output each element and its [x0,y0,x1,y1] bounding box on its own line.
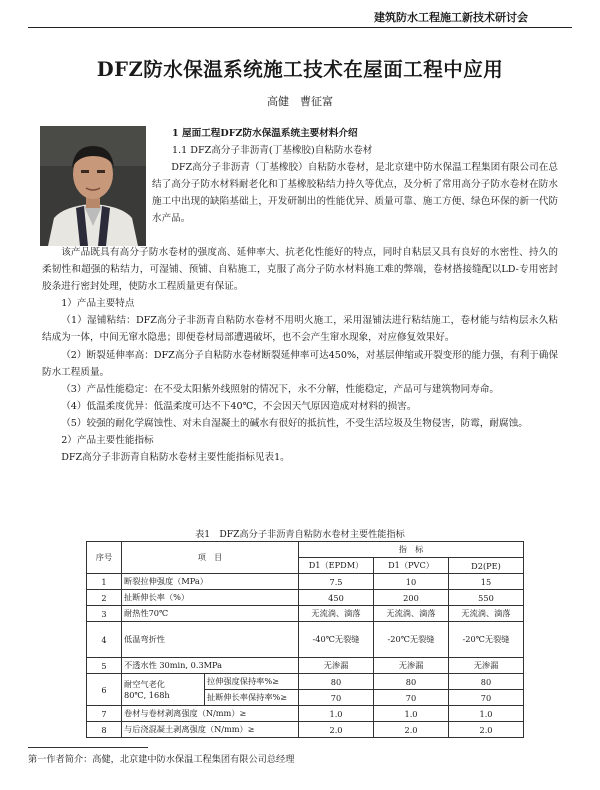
table-row [87,590,524,606]
table-row [87,706,524,722]
table-row [87,674,524,690]
cell-subitem: 拉伸强度保持率%≥ [205,674,299,690]
header-title: 建筑防水工程施工新技术研讨会 [374,11,528,24]
cell-value: 2.0 [374,722,449,738]
header-index: 指 标 [299,542,524,558]
cell-no: 7 [87,706,122,722]
table-row [87,658,524,674]
table-row [87,722,524,738]
cell-value: 70 [299,690,374,706]
cell-value: 1.0 [299,706,374,722]
cell-value: -20℃无裂缝 [449,622,524,658]
subsection-1-1-heading: 1.1 DFZ高分子非沥青(丁基橡胶)自粘防水卷材 [172,145,373,157]
cell-item: 卷材与卷材剥离强度（N/mm）≥ [122,706,299,722]
portrait-image [40,126,146,246]
feature-item: （5）较强的耐化学腐蚀性、对未自湿凝土的碱水有很好的抵抗性，不受生活垃圾及生物侵害，防霉，耐腐蚀。 [61,417,528,429]
cell-value: -20℃无裂缝 [374,622,449,658]
cell-value: 200 [374,590,449,606]
header-rule [28,27,572,28]
cell-item: 不透水性 30min, 0.3MPa [122,658,299,674]
cell-value: 2.0 [299,722,374,738]
cell-value: 7.5 [299,574,374,590]
cell-value: -40℃无裂缝 [299,622,374,658]
cell-value: 70 [449,690,524,706]
cell-value: 无渗漏 [299,658,374,674]
cell-value: 无流淌、滴落 [374,606,449,622]
cell-item: 断裂拉伸强度（MPa） [122,574,299,590]
cell-no: 1 [87,574,122,590]
cell-value: 2.0 [449,722,524,738]
feature-item: （3）产品性能稳定：在不受太阳紫外线照射的情况下，永不分解，性能稳定，产品可与建筑物同寿命。 [61,383,500,395]
article-title: DFZ防水保温系统施工技术在屋面工程中应用 [96,58,504,81]
body-text [42,244,558,466]
spec-table [86,541,524,738]
intro-paragraph-cont: 该产品既具有高分子防水卷材的强度高、延伸率大、抗老化性能好的特点，同时自粘层又具有良好的水密性、持久的柔韧性和超强的粘结力，可湿铺、预铺、自粘施工，克服了高分子防水材料施工难的弊端，卷材搭接缝配以LD-专用密封胶条进行密封处理，使防水工程质量更有保证。 [42,247,558,293]
cell-item-line: 耐空气老化 [124,679,165,689]
table-caption: 表1 DFZ高分子非沥青自粘防水卷材主要性能指标 [195,529,405,540]
cell-value: 550 [449,590,524,606]
cell-value: 无渗漏 [374,658,449,674]
header-no: 序号 [87,542,122,574]
cell-value: 1.0 [449,706,524,722]
cell-value: 15 [449,574,524,590]
cell-value: 无流淌、滴落 [299,606,374,622]
table-row [87,574,524,590]
cell-value: 80 [449,674,524,690]
cell-no: 2 [87,590,122,606]
authors: 高健 曹征富 [267,95,333,108]
table-row [87,622,524,658]
cell-no: 4 [87,622,122,658]
table-row [87,606,524,622]
cell-item: 扯断伸长率（%） [122,590,299,606]
indicators-intro: DFZ高分子非沥青自粘防水卷材主要性能指标见表1。 [61,452,290,464]
cell-no: 8 [87,722,122,738]
author-photo [40,126,146,246]
cell-value: 无流淌、滴落 [449,606,524,622]
section-1-heading: 1 屋面工程DFZ防水保温系统主要材料介绍 [172,128,358,139]
col-header: D1（EPDM） [299,558,374,574]
cell-value: 10 [374,574,449,590]
cell-value: 70 [374,690,449,706]
cell-item-line: 80℃, 168h [124,690,170,700]
cell-item [122,674,205,706]
cell-item: 与后浇混凝土剥离强度（N/mm）≥ [122,722,299,738]
cell-no: 3 [87,606,122,622]
cell-value: 无渗漏 [449,658,524,674]
section-1-intro-column [152,125,558,228]
cell-value: 80 [299,674,374,690]
feature-item: （1）湿铺粘结：DFZ高分子非沥青自粘防水卷材不用明火施工，采用湿铺法进行粘结施工，卷材能与结构层永久粘结成为一体，中间无窜水隐患；即便卷材局部遭遇破坏，也不会产生窜水现象，对应修复效果好。 [42,315,558,344]
cell-no: 5 [87,658,122,674]
cell-item: 低温弯折性 [122,622,299,658]
footnote-rule [28,747,148,748]
col-header: D1（PVC） [374,558,449,574]
cell-value: 450 [299,590,374,606]
cell-value: 1.0 [374,706,449,722]
running-header [0,0,600,30]
feature-item: （2）断裂延伸率高：DFZ高分子自粘防水卷材断裂延伸率可达450%，对基层伸缩或开裂变形的能力强，有利于确保防水工程质量。 [42,349,558,378]
author-footnote: 第一作者简介：高健，北京建中防水保温工程集团有限公司总经理 [28,754,295,765]
cell-no: 6 [87,674,122,706]
indicators-heading: 2）产品主要性能指标 [61,435,154,447]
cell-value: 80 [374,674,449,690]
cell-subitem: 扯断伸长率保持率%≥ [205,690,299,706]
cell-item: 耐热性70℃ [122,606,299,622]
intro-paragraph: DFZ高分子非沥青（丁基橡胶）自粘防水卷材，是北京建中防水保温工程集团有限公司在总结了高分子防水材料耐老化和丁基橡胶粘结力持久等优点，及分析了常用高分子防水卷材在防水施工中出现的缺陷基础上，开发研制出的性能优异、质量可靠、施工方便、绿色环保的新一代防水产品。 [152,162,558,225]
header-item: 项 目 [122,542,299,574]
table-header-row [87,542,524,558]
features-heading: 1）产品主要特点 [61,298,135,310]
feature-item: （4）低温柔度优异：低温柔度可达不下40℃，不会因天气原因造成对材料的损害。 [61,400,417,412]
col-header: D2(PE) [449,558,524,574]
